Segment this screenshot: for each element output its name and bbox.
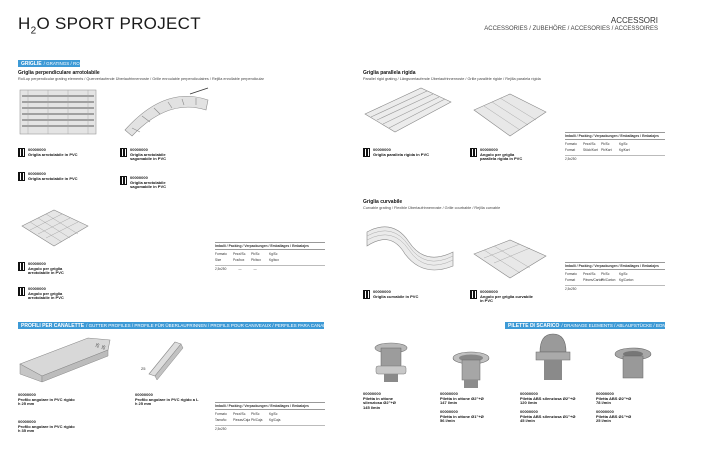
brass-drain-grate-image bbox=[448, 350, 494, 390]
barcode-icon bbox=[18, 262, 25, 271]
product-item: 00000000 Angolo per griglia parallela rigida in PVC bbox=[470, 148, 522, 162]
product-item: 00000000 Piletta in ottone silenziosa Ø2"+Ø 145 l/min bbox=[363, 391, 396, 411]
gratings-bar: GRIGLIE / GRATINGS / ROST / GRILLE / REJILLA bbox=[18, 60, 80, 67]
roll-grating-heading: Griglia perpendiculare arrotolabile bbox=[18, 70, 100, 76]
curvable-corner-image bbox=[470, 236, 550, 284]
product-item: 00000000 Piletta in ottone Ø2"+Ø 147 l/min 00000000 Piletta in ottone Ø1"+Ø 56 l/min bbox=[440, 391, 484, 424]
product-item: 00000000 Griglia arrotolabile sagomabile in PVC bbox=[120, 176, 166, 190]
brass-drain-image bbox=[368, 336, 414, 386]
profiles-bar: PROFILI PER CANALETTE / GUTTER PROFILES / PROFILE FÜR ÜBERLAUFRINNEN / PROFILS POUR CANIVEAUX / PERFILES PARA CANALETAS bbox=[18, 322, 324, 329]
roll-grating-sub: Roll-up perpendicular grating elements / Querverlaufende Überlaufrinnenroste / Grille enroulable perpendiculaires / Rejilla enrollable perpendicular bbox=[18, 77, 264, 81]
drains-bar: PILETTE DI SCARICO / DRAINAGE ELEMENTS / ABLAUFSTÜCKE / BONDES / SUMIDEROS bbox=[505, 322, 665, 329]
packing-table: Imballi / Packing / Verpackungen / Emballages / Embalajes Formato Pezzi/Sc. Pb/Sc Kg/Sc Format Stück/Kart Pb/Kart Kg/Kart 2,5x250 bbox=[565, 132, 665, 161]
abs-drain-image bbox=[610, 346, 656, 386]
product-item: 00000000 Profilo angolare in PVC rigido h 35 mm bbox=[18, 419, 75, 434]
product-item: 00000000 Profilo angolare in PVC rigido h 25 mm bbox=[18, 392, 75, 407]
corner-grating-image bbox=[18, 206, 90, 252]
product-item: 00000000 Griglia arrotolabile in PVC bbox=[18, 172, 78, 181]
parallel-corner-image bbox=[470, 90, 550, 144]
l-profile-image bbox=[135, 334, 195, 384]
barcode-icon bbox=[18, 148, 25, 157]
product-item: 00000000 Angolo per griglia curvabile in PVC bbox=[470, 290, 533, 304]
product-item: 00000000 Piletta ABS silenziosa Ø2"+Ø 120 l/min 00000000 Piletta ABS silenziosa Ø1"+Ø 45 l/min bbox=[520, 391, 576, 424]
parallel-grating-heading: Griglia parallela rigida bbox=[363, 70, 416, 76]
barcode-icon bbox=[363, 290, 370, 299]
product-item: 00000000 Griglia parallela rigida in PVC bbox=[363, 148, 429, 157]
barcode-icon bbox=[120, 176, 127, 185]
packing-table: Imballi / Packing / Verpackungen / Emballages / Embalajes Formato Pezzi/Sc. Pb/Sc Kg/Sc Size Pcs/box Pb/box Kg/box 2,5x250 — — bbox=[215, 242, 325, 271]
parallel-grating-sub: Parallel rigid grating / Längsverlaufende Überlaufrinnenroste / Grille parallèle rigide / Rejilla paralela rígida bbox=[363, 77, 541, 81]
curvable-grating-heading: Griglia curvabile bbox=[363, 199, 403, 205]
roll-grating-image bbox=[18, 86, 100, 140]
dim-label: 25 bbox=[141, 366, 146, 371]
barcode-icon bbox=[18, 172, 25, 181]
barcode-icon bbox=[470, 290, 477, 299]
dim-label: 35 bbox=[100, 344, 107, 351]
barcode-icon bbox=[363, 148, 370, 157]
product-item: 00000000 Piletta ABS Ø2"+Ø 78 l/min 00000000 Piletta ABS Ø1"+Ø 25 l/min bbox=[596, 391, 632, 424]
profile-image bbox=[18, 334, 118, 384]
page-title: $H_2O$ SPORT PROJECT bbox=[18, 14, 201, 37]
accessories-subtitle: ACCESSORIES / ZUBEHÖRE / ACCESORIES / ACCESSOIRES bbox=[484, 26, 658, 32]
product-item: 00000000 Angolo per griglia arrotolabile in PVC bbox=[18, 287, 64, 301]
accessories-title: ACCESSORI bbox=[610, 16, 658, 25]
dim-label: 25 bbox=[94, 342, 101, 349]
product-item: 00000000 Profilo angolare in PVC rigido a L h 25 mm bbox=[135, 392, 199, 407]
packing-table: Imballi / Packing / Verpackungen / Emballages / Embalajes Formato Pezzi/Sc. Pb/Sc Kg/Sc Tamaño Piezas/Caja Pb/Caja Kg/Caja 2,5x250 bbox=[215, 402, 325, 431]
curved-grating-image bbox=[120, 90, 210, 140]
parallel-grating-image bbox=[363, 84, 453, 140]
curvable-grating-image bbox=[363, 216, 455, 276]
barcode-icon bbox=[120, 148, 127, 157]
abs-drain-dome-image bbox=[530, 332, 576, 386]
product-item: 00000000 Griglia arrotolabile in PVC bbox=[18, 148, 78, 157]
product-item: 00000000 Griglia curvabile in PVC bbox=[363, 290, 418, 299]
packing-table: Imballi / Packing / Verpackungen / Emballages / Embalajes Formato Pezzi/Sc. Pb/Sc Kg/Sc Format Pièces/Carton Pb/Carton Kg/Carton 2,5x250 bbox=[565, 262, 665, 291]
barcode-icon bbox=[470, 148, 477, 157]
product-item: 00000000 Griglia arrotolabile sagomabile in PVC bbox=[120, 148, 166, 162]
curvable-grating-sub: Curvable grating / Flexible Überlaufrinnenroste / Grille courbable / Rejilla curvable bbox=[363, 206, 501, 210]
barcode-icon bbox=[18, 287, 25, 296]
product-item: 00000000 Angolo per griglia arrotolabile in PVC bbox=[18, 262, 64, 276]
